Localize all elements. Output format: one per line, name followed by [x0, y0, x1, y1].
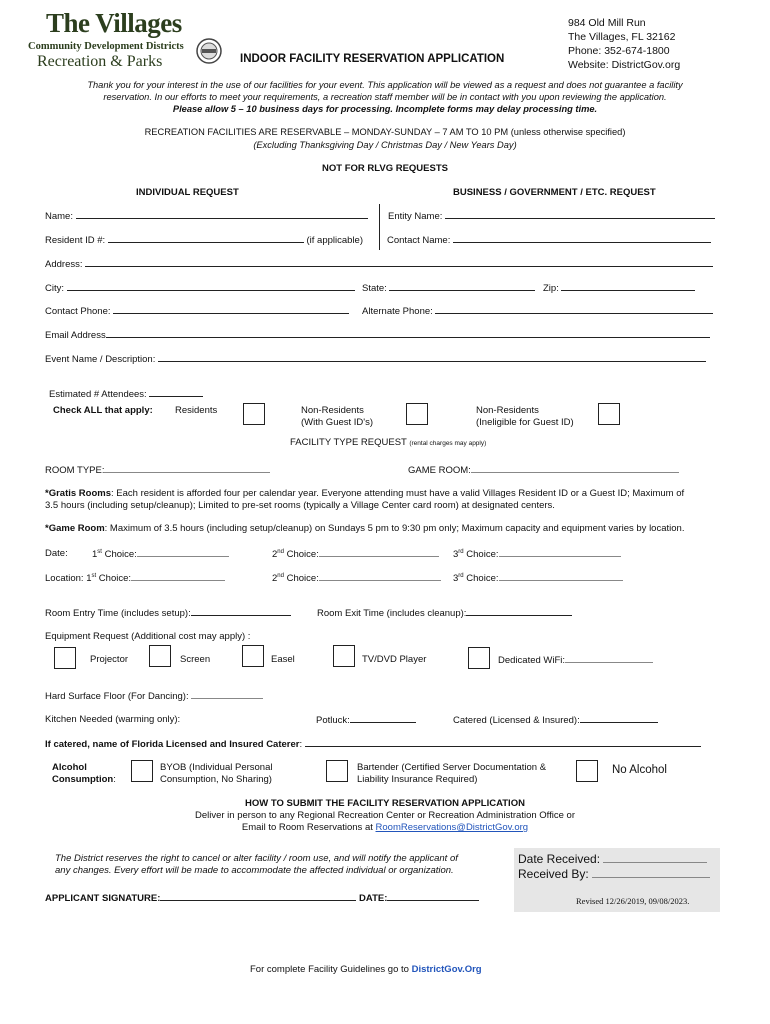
nonres-guest-line-2: (With Guest ID's) [301, 417, 374, 428]
event-name-field[interactable] [158, 353, 706, 362]
office-use-box [514, 848, 720, 912]
contact-name-label: Contact Name: [387, 235, 451, 246]
loc-first-choice-label: Choice: [96, 573, 132, 584]
page-title: INDOOR FACILITY RESERVATION APPLICATION [240, 53, 505, 65]
byob-label [160, 762, 272, 786]
city-label: City: [45, 283, 64, 294]
column-divider [379, 204, 380, 250]
email-field[interactable] [106, 329, 710, 338]
disclaimer-line-1: The District reserves the right to cancel or alter facility / room use, and will notify the applicant of [55, 853, 458, 864]
projector-label: Projector [90, 654, 129, 665]
gratis-text-1: : Each resident is afforded four per calendar year. Everyone attending must have a valid Villages Resident ID or a Guest ID; Maximum of [111, 488, 685, 499]
logo-cdd: Community Development Districts [28, 41, 184, 52]
byob-checkbox[interactable] [131, 760, 153, 782]
logo-name: The Villages [46, 8, 182, 38]
logo [28, 8, 228, 72]
bartender-line-1: Bartender (Certified Server Documentation & [357, 762, 547, 773]
contact-block [568, 16, 680, 72]
exit-time-field[interactable] [466, 607, 572, 616]
loc-third-choice-label: Choice: [466, 573, 499, 584]
revised-note: Revised 12/26/2019, 09/08/2023. [576, 896, 690, 906]
game-room-label: GAME ROOM: [408, 465, 471, 476]
date-first-num: 1 [92, 549, 98, 560]
loc-second-choice-label: Choice: [286, 573, 319, 584]
entry-time-label: Room Entry Time (includes setup): [45, 608, 191, 619]
wifi-checkbox[interactable] [468, 647, 490, 669]
gratis-text-2: 3.5 hours (including setup/cleanup); Limited to pre-set rooms (typically a Village Center card room) at designated centers. [45, 500, 555, 511]
signature-date-label: DATE: [359, 893, 388, 904]
business-request-heading: BUSINESS / GOVERNMENT / ETC. REQUEST [453, 187, 656, 198]
intro-text [0, 79, 770, 115]
individual-request-heading: INDIVIDUAL REQUEST [136, 187, 239, 198]
game-room-field[interactable] [471, 464, 679, 473]
date-received-field[interactable] [603, 852, 707, 863]
address-line-2: The Villages, FL 32162 [568, 31, 676, 43]
facility-type-heading: FACILITY TYPE REQUEST [290, 437, 407, 448]
signature-date-field[interactable] [387, 892, 479, 901]
loc-second-sup: nd [277, 572, 284, 579]
district-seal-icon [196, 38, 222, 64]
loc-first-num: 1 [86, 573, 92, 584]
footer-text: For complete Facility Guidelines go to [250, 964, 409, 975]
easel-label: Easel [271, 654, 295, 665]
date-first-choice-label: Choice: [104, 549, 137, 560]
hours-text [0, 126, 770, 151]
byob-line-2: Consumption, No Sharing) [160, 774, 272, 785]
disclaimer-line-2: any changes. Every effort will be made to accommodate the affected individual or organization. [55, 865, 454, 876]
hard-floor-field[interactable] [191, 690, 263, 699]
date-second-choice-label: Choice: [286, 549, 319, 560]
location-third-choice-field[interactable] [499, 572, 623, 581]
email-label: Email Address [45, 330, 106, 341]
location-label: Location: [45, 573, 84, 584]
footer [250, 964, 482, 975]
game-label: *Game Room [45, 523, 105, 534]
contact-name-field[interactable] [453, 234, 711, 243]
gratis-label: *Gratis Rooms [45, 488, 111, 499]
date-received-label: Date Received: [518, 852, 601, 866]
date-third-sup: rd [458, 548, 464, 555]
attendees-label: Estimated # Attendees: [49, 389, 147, 400]
residents-checkbox[interactable] [243, 403, 265, 425]
location-first-choice-field[interactable] [131, 572, 225, 581]
intro-line-2: reservation. In our efforts to meet your requirements, a recreation staff member will be in contact with you upon reviewing the application. [103, 92, 667, 102]
check-all-label: Check ALL that apply: [53, 405, 153, 416]
zip-field[interactable] [561, 282, 695, 291]
projector-checkbox[interactable] [54, 647, 76, 669]
hours-line-1: RECREATION FACILITIES ARE RESERVABLE – MONDAY-SUNDAY – 7 AM TO 10 PM (unless otherwise specified) [144, 127, 626, 137]
location-second-choice-field[interactable] [319, 572, 441, 581]
game-room-note [45, 523, 684, 534]
date-label: Date: [45, 548, 68, 559]
received-by-field[interactable] [592, 867, 710, 878]
alcohol-label-2: Consumption [52, 774, 114, 785]
state-label: State: [362, 283, 387, 294]
date-first-sup: st [97, 548, 102, 555]
not-rlvg: NOT FOR RLVG REQUESTS [322, 163, 448, 174]
bartender-label [357, 762, 546, 786]
loc-first-sup: st [91, 572, 97, 579]
date-second-sup: nd [277, 548, 284, 555]
attendees-field[interactable] [149, 388, 203, 397]
nonres-guest-label [301, 405, 373, 429]
tv-dvd-checkbox[interactable] [333, 645, 355, 667]
hard-floor-label: Hard Surface Floor (For Dancing): [45, 691, 189, 702]
loc-second-num: 2 [272, 573, 278, 584]
caterer-label: If catered, name of Florida Licensed and Insured Caterer [45, 739, 300, 750]
signature-label: APPLICANT SIGNATURE: [45, 893, 161, 904]
nonres-guest-line-1: Non-Residents [301, 405, 364, 416]
no-alcohol-label: No Alcohol [612, 764, 667, 776]
submit-title: HOW TO SUBMIT THE FACILITY RESERVATION APPLICATION [245, 798, 525, 809]
screen-label: Screen [180, 654, 211, 665]
catered-field[interactable] [580, 714, 658, 723]
exit-time-label: Room Exit Time (includes cleanup): [317, 608, 467, 619]
submit-email-link[interactable]: RoomReservations@DistrictGov.org [375, 822, 529, 833]
intro-line-3: Please allow 5 – 10 business days for processing. Incomplete forms may delay processing time. [172, 104, 598, 114]
alcohol-colon: : [113, 774, 116, 785]
phone: Phone: 352-674-1800 [568, 45, 670, 57]
address-line-1: 984 Old Mill Run [568, 17, 646, 29]
zip-label: Zip: [543, 283, 559, 294]
received-by-label: Received By: [518, 867, 589, 881]
wifi-field[interactable] [565, 654, 653, 663]
resident-id-label: Resident ID #: [45, 235, 106, 246]
potluck-field[interactable] [350, 714, 416, 723]
submit-line-1: Deliver in person to any Regional Recreation Center or Recreation Administration Office or [194, 810, 575, 821]
submit-instructions [0, 798, 770, 834]
rental-note: (rental charges may apply) [409, 440, 487, 447]
entity-name-field[interactable] [445, 210, 715, 219]
date-third-choice-field[interactable] [499, 548, 621, 557]
city-field[interactable] [67, 282, 355, 291]
submit-line-2: Email to Room Reservations at [241, 822, 373, 833]
logo-rec: Recreation & Parks [37, 53, 163, 70]
easel-checkbox[interactable] [242, 645, 264, 667]
intro-line-1: Thank you for your interest in the use of our facilities for your event. This application will be viewed as a request and does not guarantee a facility [87, 80, 683, 90]
nonres-ineligible-checkbox[interactable] [598, 403, 620, 425]
date-third-num: 3 [453, 549, 459, 560]
loc-third-sup: rd [458, 572, 464, 579]
room-type-label: ROOM TYPE: [45, 465, 105, 476]
alternate-phone-field[interactable] [435, 305, 713, 314]
byob-line-1: BYOB (Individual Personal [160, 762, 273, 773]
wifi-label: Dedicated WiFi: [498, 655, 566, 666]
loc-third-num: 3 [453, 573, 459, 584]
tv-dvd-label: TV/DVD Player [362, 654, 427, 665]
caterer-colon: : [299, 739, 303, 750]
gratis-rooms-note [45, 488, 684, 512]
footer-link[interactable]: DistrictGov.Org [411, 964, 482, 975]
catered-label: Catered (Licensed & Insured): [453, 715, 580, 726]
resident-id-field[interactable] [108, 234, 304, 243]
date-third-choice-label: Choice: [466, 549, 499, 560]
event-name-label: Event Name / Description: [45, 354, 156, 365]
bartender-checkbox[interactable] [326, 760, 348, 782]
kitchen-label: Kitchen Needed (warming only): [45, 714, 181, 725]
address-field[interactable] [85, 258, 713, 267]
entry-time-field[interactable] [191, 607, 291, 616]
nonres-ineligible-label [476, 405, 574, 429]
bartender-line-2: Liability Insurance Required) [357, 774, 478, 785]
room-type-field[interactable] [104, 464, 270, 473]
contact-phone-field[interactable] [113, 305, 349, 314]
address-label: Address: [45, 259, 83, 270]
nonres-guest-checkbox[interactable] [406, 403, 428, 425]
entity-name-label: Entity Name: [388, 211, 443, 222]
nonres-ineligible-line-2: (Ineligible for Guest ID) [476, 417, 574, 428]
contact-phone-label: Contact Phone: [45, 306, 111, 317]
caterer-field[interactable] [305, 738, 701, 747]
alcohol-label-1: Alcohol [52, 762, 87, 773]
date-first-choice-field[interactable] [137, 548, 229, 557]
disclaimer [55, 853, 458, 877]
if-applicable-note: (if applicable) [306, 235, 363, 246]
signature-field[interactable] [160, 892, 356, 901]
no-alcohol-checkbox[interactable] [576, 760, 598, 782]
website: Website: DistrictGov.org [568, 59, 681, 71]
name-field[interactable] [76, 210, 368, 219]
game-text: : Maximum of 3.5 hours (including setup/cleanup) on Sundays 5 pm to 9:30 pm only; Maximum capacity and equipment varies by location. [104, 523, 685, 534]
hours-line-2: (Excluding Thanksgiving Day / Christmas Day / New Years Day) [253, 139, 517, 150]
date-second-choice-field[interactable] [319, 548, 439, 557]
alcohol-label [52, 762, 116, 786]
date-second-num: 2 [272, 549, 278, 560]
residents-label: Residents [175, 405, 218, 416]
state-field[interactable] [389, 282, 535, 291]
equipment-label: Equipment Request (Additional cost may apply) : [45, 631, 251, 642]
nonres-ineligible-line-1: Non-Residents [476, 405, 539, 416]
potluck-label: Potluck: [316, 715, 350, 726]
screen-checkbox[interactable] [149, 645, 171, 667]
alternate-phone-label: Alternate Phone: [362, 306, 433, 317]
name-label: Name: [45, 211, 73, 222]
